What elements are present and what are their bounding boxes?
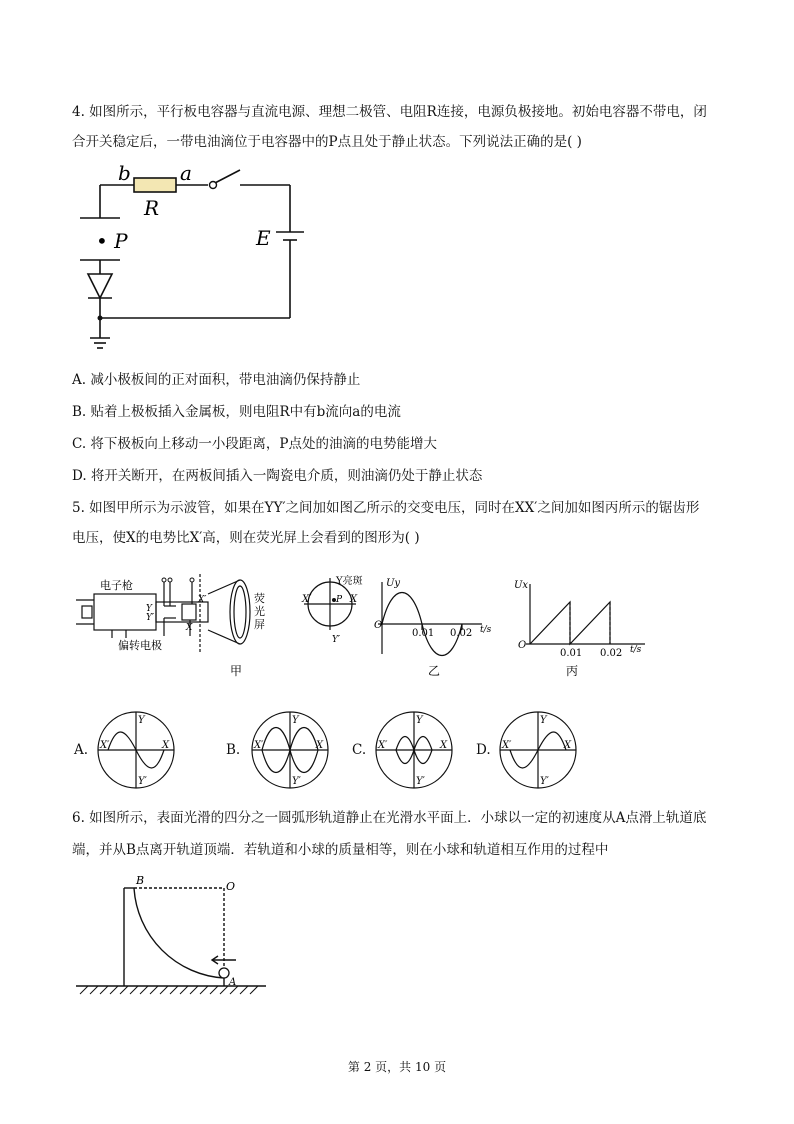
label-yi-t2: 0.02 xyxy=(450,628,473,639)
q4-option-b: B. 贴着上极板插入金属板，则电阻R中有b流向a的电流 xyxy=(72,404,401,420)
label-a: a xyxy=(180,161,192,185)
q4-circuit-figure xyxy=(72,160,312,360)
choice-c-screen[interactable] xyxy=(374,710,454,790)
label-screen3: 屏 xyxy=(254,618,265,631)
b-x2: X′ xyxy=(254,740,264,751)
label-A: A xyxy=(229,977,237,988)
q5-text-line1: 5. 如图甲所示为示波管，如果在YY′之间加如图乙所示的交变电压，同时在XX′之间加如图丙所示的锯齿形 xyxy=(72,500,700,516)
choice-a-screen[interactable] xyxy=(96,710,176,790)
label-yi-x2: X′ xyxy=(302,594,312,605)
label-gun: 电子枪 xyxy=(100,579,133,592)
a-y: Y xyxy=(138,715,145,726)
d-y: Y xyxy=(540,715,547,726)
q5-figure-bing xyxy=(510,572,670,682)
d-y2: Y′ xyxy=(540,776,549,787)
label-bing-ux: Ux xyxy=(514,580,529,591)
page-footer: 第 2 页，共 10 页 xyxy=(347,1060,447,1074)
caption-yi: 乙 xyxy=(428,664,441,678)
label-plate: 偏转电极 xyxy=(118,639,162,652)
choice-d-screen[interactable] xyxy=(498,710,578,790)
label-screen2: 光 xyxy=(254,605,265,618)
a-x2: X′ xyxy=(100,740,110,751)
q6-text-line1: 6. 如图所示，表面光滑的四分之一圆弧形轨道静止在光滑水平面上．小球以一定的初速度从A点滑上轨道底 xyxy=(72,810,707,826)
c-x: X xyxy=(440,740,448,751)
label-bing-tunit: t/s xyxy=(630,645,642,655)
q6-text-line2: 端，并从B点离开轨道顶端．若轨道和小球的质量相等，则在小球和轨道相互作用的过程中 xyxy=(72,842,609,858)
label-yi-y2: Y′ xyxy=(332,635,340,645)
label-yi-t1: 0.01 xyxy=(412,628,435,639)
q4-text-line1: 4. 如图所示，平行板电容器与直流电源、理想二极管、电阻R连接，电源负极接地。初始电容器不带电，闭 xyxy=(72,104,707,120)
d-x: X xyxy=(564,740,572,751)
label-R: R xyxy=(144,196,160,220)
label-yi-tunit: t/s xyxy=(480,625,492,635)
choice-a-letter: A. xyxy=(74,742,89,758)
choice-b-screen[interactable] xyxy=(250,710,330,790)
label-bing-t2: 0.02 xyxy=(600,648,623,659)
q4-option-a: A. 减小极板间的正对面积，带电油滴仍保持静止 xyxy=(72,372,361,388)
label-yi-spot: Y亮斑 xyxy=(336,576,363,587)
label-E: E xyxy=(256,226,271,250)
c-y2: Y′ xyxy=(416,776,425,787)
choice-c-letter: C. xyxy=(352,742,367,758)
c-x2: X′ xyxy=(378,740,388,751)
label-x2: X′ xyxy=(198,595,207,605)
label-y: Y xyxy=(146,604,152,614)
q4-option-c: C. 将下极板向上移动一小段距离，P点处的油滴的电势能增大 xyxy=(72,436,438,452)
label-P: • P xyxy=(96,229,128,253)
label-O: O xyxy=(226,880,236,893)
q4-text-line2: 合开关稳定后，一带电油滴位于电容器中的P点且处于静止状态。下列说法正确的是( ) xyxy=(72,134,582,150)
label-y2: Y′ xyxy=(146,613,154,623)
q5-text-line2: 电压，使X的电势比X′高，则在荧光屏上会看到的图形为( ) xyxy=(72,530,420,546)
label-x: X xyxy=(186,623,193,633)
b-y2: Y′ xyxy=(292,776,301,787)
c-y: Y xyxy=(416,715,423,726)
q4-option-d: D. 将开关断开，在两板间插入一陶瓷电介质，则油滴仍处于静止状态 xyxy=(72,468,483,484)
d-x2: X′ xyxy=(502,740,512,751)
q5-figure-yi xyxy=(300,572,510,682)
q5-figure-jia xyxy=(72,572,282,682)
label-B: B xyxy=(136,874,145,887)
choice-d-letter: D. xyxy=(476,742,491,758)
label-yi-p: P xyxy=(336,595,343,605)
a-x: X xyxy=(162,740,170,751)
label-yi-uy: Uy xyxy=(386,578,401,589)
label-screen1: 荧 xyxy=(254,592,265,605)
label-bing-origin: O xyxy=(518,640,527,651)
a-y2: Y′ xyxy=(138,776,147,787)
choice-b-letter: B. xyxy=(226,742,241,758)
label-yi-origin: O xyxy=(374,620,383,631)
label-yi-x: X xyxy=(350,594,358,605)
b-x: X xyxy=(316,740,324,751)
caption-jia: 甲 xyxy=(230,664,243,678)
label-b: b xyxy=(118,161,131,185)
q6-track-figure xyxy=(72,874,272,1004)
label-bing-t1: 0.01 xyxy=(560,648,583,659)
caption-bing: 丙 xyxy=(566,664,579,678)
b-y: Y xyxy=(292,715,299,726)
